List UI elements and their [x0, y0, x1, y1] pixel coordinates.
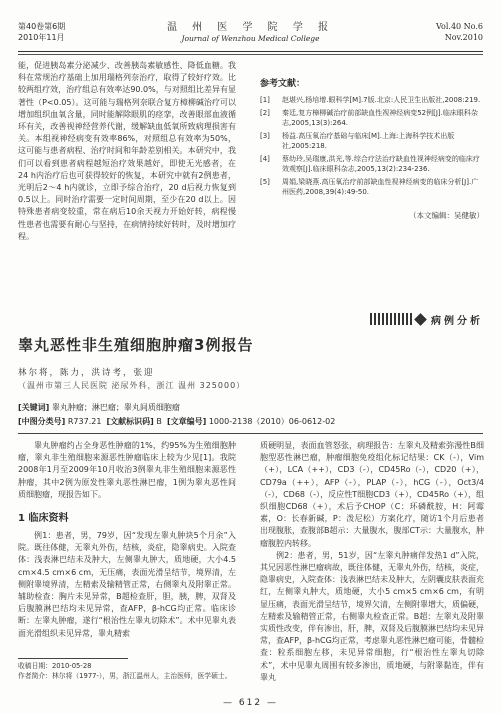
reference-text: 秦廷,复方樟柳碱治疗前部缺血性视神经病变52例[J].临床眼科杂志,2005,13(3):264. [282, 108, 478, 127]
case-2-paragraph: 例2：患者，男，51岁，因“左睾丸肿痛伴发热1 d”入院，其兄因恶性淋巴瘤病故，既往体健，无睾丸外伤，结核，炎症，隐睾病史，入院查体：浅表淋巴结未及肿大，左阴囊皮肤表面充红，左侧睾丸肿大，质地硬，大小5 cm×5 cm×6 cm，有明显压痛，表面光滑呈结节，境界欠清，左侧附睾增大，质偏硬，左精索及输精管正常，右侧睾丸检查正常。B超：左睾丸及附睾实质性改变，伴有渗出，肝，脾，双肾及后腹膜淋巴结均未见异常，查AFP，β-hCG均正常，考虑睾丸恶性淋巴瘤可能，骨髓检查：粒系细胞左移，未见异常细胞，行“根治性左睾丸切除术”，术中见睾丸周围有较多渗出，质地硬，与附睾黏连，伴有睾丸 [260, 550, 484, 682]
clc-value: R737.21 [67, 417, 102, 426]
date-en: Nov.2010 [444, 33, 483, 42]
reference-number: [3] [260, 131, 270, 140]
volume-cn: 第40卷第6期 [18, 22, 66, 31]
section-heading: 1 临床资料 [18, 513, 69, 525]
reference-item [260, 95, 484, 106]
reference-text: 蔡幼玲,吴瑞康,洪光,等.综合疗法治疗缺血性视神经病变的临床疗效观察[J].临床眼科杂志,2005,13(2):234-236. [282, 154, 480, 173]
references-section [260, 60, 484, 221]
article-body-right [260, 440, 484, 684]
reference-text: 杨益.高压氧治疗基础与临床[M].上海:上海科学技术出版社,2005:218. [282, 131, 455, 150]
previous-article-paragraph: 能，促进胰岛素分泌减少、改善胰岛素敏感性、降低血糖。我科在常规治疗基础上加用瑞格列奈治疗，取得了较好疗效。比较两组疗效，治疗组总有效率达90.0%，与对照组比差异有显著性（P<0.05）。这可能与瑞格列奈联合复方樟柳碱治疗可以增加组织血氧含量，同时能解除眼肌的痉挛，改善眼部血液循环有关，改善视神经营养代谢，缓解缺血低氧所致病理损害有关。本组视神经病变有效率86%，对照组总有效率为50%，这可能与患者病程、治疗时间和年龄差别相关。本研究中，我们可以看到患者病程越短治疗效果越好，即使无光感者，在24 h内治疗后也可获得较好的恢复，本研究中就有2例患者，光明后2～4 h内就诊，立即予综合治疗，20 d后视力恢复到0.5以上。同时治疗需要一定时间周期，至少在20 d以上。因特殊患者病变较重，常在病后10余天视力开始好转，病程慢性患者也需要有耐心与坚持，在病情持续好转时，及时增加疗程。 [18, 61, 236, 241]
keywords: 睾丸肿瘤；淋巴瘤；睾丸间质细胞瘤 [51, 403, 180, 412]
article-authors: 林尔将，陈力，洪诗考，张迎 [18, 368, 155, 378]
case-1-paragraph: 例1：患者，男，79岁，因“发现左睾丸肿块5个月余”入院。既往体健，无睾丸外伤，结核，炎症，隐睾病史。入院查体：浅表淋巴结未及肿大，左侧睾丸肿大，质地硬，大小4.5 cm×4.5 cm×6 cm，无压痛，表面光滑呈结节，境界清，左侧附睾境界清，左精索及输精管正常，右侧睾丸及附睾正常。辅助检查：胸片未见异常，B超检查肝，胆，胰，脾，双肾及后腹膜淋巴结均未见异常，查AFP，β-hCG均正常。临床诊断：左睾丸肿瘤，遂行“根治性左睾丸切除术”。术中见睾丸表面光滑组织未见异常，睾丸精索 [18, 531, 236, 638]
section-banner [370, 308, 486, 330]
editor-note: （本文编辑：吴健敏） [409, 210, 484, 220]
journal-header [18, 22, 483, 48]
article-body-left [18, 440, 236, 640]
previous-article-body [18, 60, 236, 243]
article-rule [18, 433, 483, 434]
reference-item [260, 108, 484, 129]
doc-code-label: [文献标识码] [106, 417, 154, 426]
banner-stripe [370, 313, 412, 325]
journal-title-en: Journal of Wenzhou Medical College [181, 34, 320, 43]
classification-line [18, 416, 335, 427]
footnote-rule [18, 658, 128, 659]
intro-paragraph: 睾丸肿瘤约占全身恶性肿瘤的1%，约95%为生殖细胞肿瘤，睾丸非生殖细胞来源恶性肿瘤临床上较为少见[1]。我院2008年1月至2009年10月收治3例睾丸非生殖细胞来源恶性肿瘤，其中2例为原发性睾丸恶性淋巴瘤，1例为睾丸恶性间质细胞瘤，现报告如下。 [18, 441, 236, 499]
reference-item [260, 131, 484, 152]
reference-item [260, 177, 484, 198]
article-number-label: [文章编号] [166, 417, 207, 426]
reference-number: [2] [260, 108, 270, 117]
header-rule [18, 51, 483, 52]
references-title: 参考文献： [260, 79, 306, 89]
clc-label: [中图分类号] [18, 417, 66, 426]
reference-number: [4] [260, 154, 270, 163]
banner-label: 病例分析 [431, 315, 483, 327]
reference-number: [5] [260, 177, 270, 186]
journal-title-cn: 温 州 医 学 院 学 报 [166, 22, 335, 33]
author-bio: 作者简介：林尔将（1977-），男，浙江温州人，主治医师，医学硕士。 [18, 671, 232, 680]
keywords-label: [关键词] [18, 403, 50, 412]
article-affiliation: （温州市第三人民医院 泌尿外科，浙江 温州 325000） [18, 381, 246, 390]
article-title: 睾丸恶性非生殖细胞肿瘤3例报告 [18, 336, 254, 354]
received-date: 收稿日期：2010-05-28 [18, 662, 92, 670]
page-number: — 612 — [223, 698, 278, 708]
doc-code-value: B [156, 417, 162, 426]
keywords-line [18, 402, 180, 413]
header-rule-thin [18, 54, 483, 55]
date-cn: 2010年11月 [18, 33, 65, 42]
footnote [18, 662, 236, 681]
reference-number: [1] [260, 96, 270, 104]
diamond-icon [414, 313, 427, 326]
reference-text: 赵堪兴,杨培增.眼科学[M].7版.北京:人民卫生出版社,2008:219. [282, 96, 481, 104]
reference-item [260, 154, 484, 175]
volume-en: Vol.40 No.6 [436, 22, 483, 31]
reference-text: 周娟,梁晓燕.高压氧治疗前部缺血性视神经病变的临床分析[J].广州医药,2008,39(4):49-50. [282, 177, 479, 196]
article-number-value: 1000-2138（2010）06-0612-02 [208, 417, 336, 426]
case-1-continued-paragraph: 质硬明显，表面血管怒张，病理报告：左睾丸及精索弥漫性B细胞型恶性淋巴瘤，肿瘤细胞免疫组化标记结果：CK（-），Vim（+），LCA（++），CD3（-），CD45Ro（-），CD20（+），CD79a（++），AFP（-），PLAP（-），hCG（-），Oct3/4（-），CD68（-），反应性T细胞CD3（+），CD45Ro（+），组织细胞CD68（+），术后予CHOP（C：环磷酰胺，H：阿霉素，O：长春新碱，P：泼尼松）方案化疗，随访1个月后患者出现腹胀，查腹部B超示：大量腹水，腹部CT示：大量腹水，肿瘤腹腔内转移。 [260, 441, 484, 548]
